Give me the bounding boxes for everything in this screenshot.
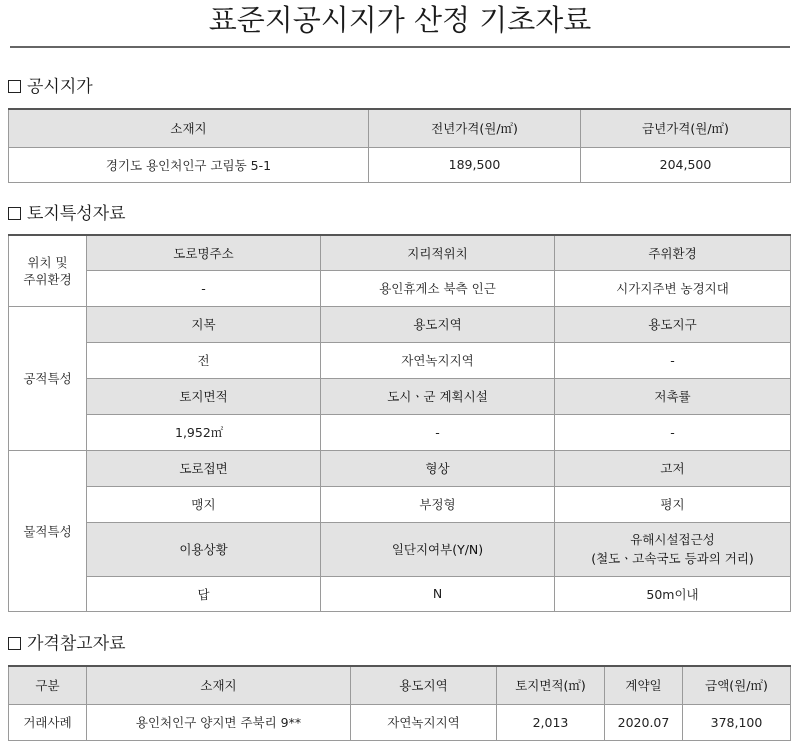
title-divider [10,46,790,48]
section-heading-land-label: 토지특성자료 [27,204,126,224]
ref-cell-area: 2,013 [497,704,605,740]
ref-header-use-zone: 용도지역 [351,666,497,704]
land-cell-use-zone: 자연녹지지역 [321,342,555,378]
price-header-location: 소재지 [9,109,369,147]
ref-cell-contract-date: 2020.07 [605,704,683,740]
land-cell-road-address: - [87,270,321,306]
land-header-land-category: 지목 [87,306,321,342]
land-header-hazard-access: 유해시설접근성 (철도ㆍ고속국도 등과의 거리) [555,522,791,576]
ref-cell-location: 용인처인구 양지면 주북리 9** [87,704,351,740]
land-header-elevation: 고저 [555,450,791,486]
land-header-road-frontage: 도로접면 [87,450,321,486]
land-label-public: 공적특성 [9,306,87,450]
land-cell-usage: 답 [87,576,321,611]
land-header-planning-facility: 도시ㆍ군 계획시설 [321,378,555,414]
land-table [8,234,791,612]
land-cell-planning-facility: - [321,414,555,450]
square-bullet-icon [8,80,21,93]
land-header-conflict-rate: 저촉률 [555,378,791,414]
ref-cell-category: 거래사례 [9,704,87,740]
price-cell-prev: 189,500 [369,147,581,182]
section-heading-price-label: 공시지가 [27,77,93,97]
ref-cell-amount: 378,100 [683,704,791,740]
land-cell-geo-position: 용인휴게소 북측 인근 [321,270,555,306]
price-header-curr: 금년가격(원/㎡) [581,109,791,147]
land-cell-road-frontage: 맹지 [87,486,321,522]
ref-header-amount: 금액(원/㎡) [683,666,791,704]
price-cell-location: 경기도 용인처인구 고림동 5-1 [9,147,369,182]
page-title: 표준지공시지가 산정 기초자료 [208,3,592,37]
ref-header-area: 토지면적(㎡) [497,666,605,704]
section-heading-reference [8,633,126,655]
land-cell-area: 1,952㎡ [87,414,321,450]
land-cell-elevation: 평지 [555,486,791,522]
land-label-location: 위치 및 주위환경 [9,235,87,306]
land-header-use-district: 용도지구 [555,306,791,342]
ref-cell-use-zone: 자연녹지지역 [351,704,497,740]
land-cell-land-category: 전 [87,342,321,378]
land-header-road-address: 도로명주소 [87,235,321,270]
land-cell-use-district: - [555,342,791,378]
ref-header-contract-date: 계약일 [605,666,683,704]
price-table [8,108,791,183]
land-header-usage: 이용상황 [87,522,321,576]
land-cell-conflict-rate: - [555,414,791,450]
land-cell-single-parcel: N [321,576,555,611]
land-cell-shape: 부정형 [321,486,555,522]
land-header-use-zone: 용도지역 [321,306,555,342]
land-cell-surroundings: 시가지주변 농경지대 [555,270,791,306]
ref-header-location: 소재지 [87,666,351,704]
land-header-surroundings: 주위환경 [555,235,791,270]
land-label-physical: 물적특성 [9,450,87,611]
price-header-prev: 전년가격(원/㎡) [369,109,581,147]
land-header-single-parcel: 일단지여부(Y/N) [321,522,555,576]
section-heading-price [8,76,93,98]
land-header-shape: 형상 [321,450,555,486]
section-heading-reference-label: 가격참고자료 [27,634,126,654]
land-header-area: 토지면적 [87,378,321,414]
price-cell-curr: 204,500 [581,147,791,182]
land-header-geo-position: 지리적위치 [321,235,555,270]
land-cell-hazard-access: 50m이내 [555,576,791,611]
square-bullet-icon [8,207,21,220]
ref-header-category: 구분 [9,666,87,704]
square-bullet-icon [8,637,21,650]
reference-table [8,665,791,741]
section-heading-land [8,203,126,225]
